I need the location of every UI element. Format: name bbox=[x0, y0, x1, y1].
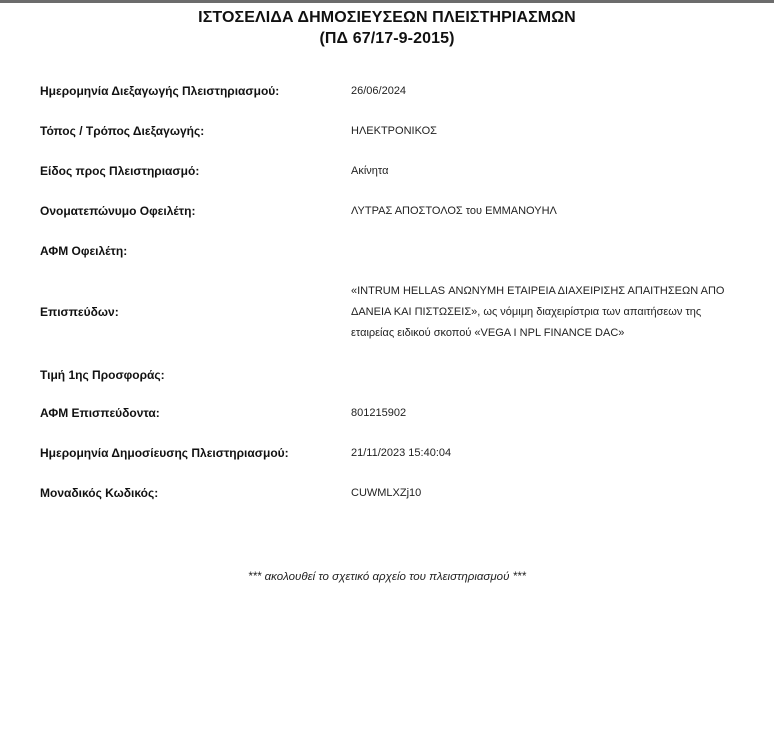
first-offer-price-label: Τιμή 1ης Προσφοράς: bbox=[40, 368, 165, 382]
place-method-label: Τόπος / Τρόπος Διεξαγωγής: bbox=[40, 124, 205, 138]
item-type-label: Είδος προς Πλειστηριασμό: bbox=[40, 164, 200, 178]
creditor-tax-id-label: ΑΦΜ Επισπεύδοντα: bbox=[40, 406, 160, 420]
unique-code-value: CUWMLXZj10 bbox=[351, 487, 422, 499]
creditor-value: «INTRUM HELLAS ΑΝΩΝΥΜΗ ΕΤΑΙΡΕΙΑ ΔΙΑΧΕΙΡΙΣΗΣ ΑΠΑΙΤΗΣΕΩΝ ΑΠΟ ΔΑΝΕΙΑ ΚΑΙ ΠΙΣΤΩΣΕΙΣ», ως νόμιμη διαχειρίστρια των απαιτήσεων της εταιρείας ειδικού σκοπού «VEGA I NPL FINANCE DAC» bbox=[351, 285, 725, 339]
auction-date-value: 26/06/2024 bbox=[351, 85, 407, 97]
attachment-note: *** ακολουθεί το σχετικό αρχείο του πλειστηριασμού *** bbox=[247, 571, 527, 583]
publication-date-label: Ημερομηνία Δημοσίευσης Πλειστηριασμού: bbox=[40, 446, 289, 460]
debtor-name-value: ΛΥΤΡΑΣ ΑΠΟΣΤΟΛΟΣ του ΕΜΜΑΝΟΥΗΛ bbox=[351, 205, 557, 217]
item-type-value: Ακίνητα bbox=[351, 165, 389, 177]
page-subtitle: (ΠΔ 67/17-9-2015) bbox=[319, 30, 455, 47]
auction-date-label: Ημερομηνία Διεξαγωγής Πλειστηριασμού: bbox=[40, 84, 280, 98]
page-title: ΙΣΤΟΣΕΛΙΔΑ ΔΗΜΟΣΙΕΥΣΕΩΝ ΠΛΕΙΣΤΗΡΙΑΣΜΩΝ bbox=[198, 9, 576, 26]
creditor-tax-id-value: 801215902 bbox=[351, 407, 407, 419]
creditor-label: Επισπεύδων: bbox=[40, 305, 119, 319]
place-method-value: ΗΛΕΚΤΡΟΝΙΚΟΣ bbox=[351, 125, 437, 137]
debtor-name-label: Ονοματεπώνυμο Οφειλέτη: bbox=[40, 204, 196, 218]
publication-date-value: 21/11/2023 15:40:04 bbox=[351, 447, 452, 459]
unique-code-label: Μοναδικός Κωδικός: bbox=[40, 486, 159, 500]
debtor-tax-id-label: ΑΦΜ Οφειλέτη: bbox=[40, 244, 128, 258]
